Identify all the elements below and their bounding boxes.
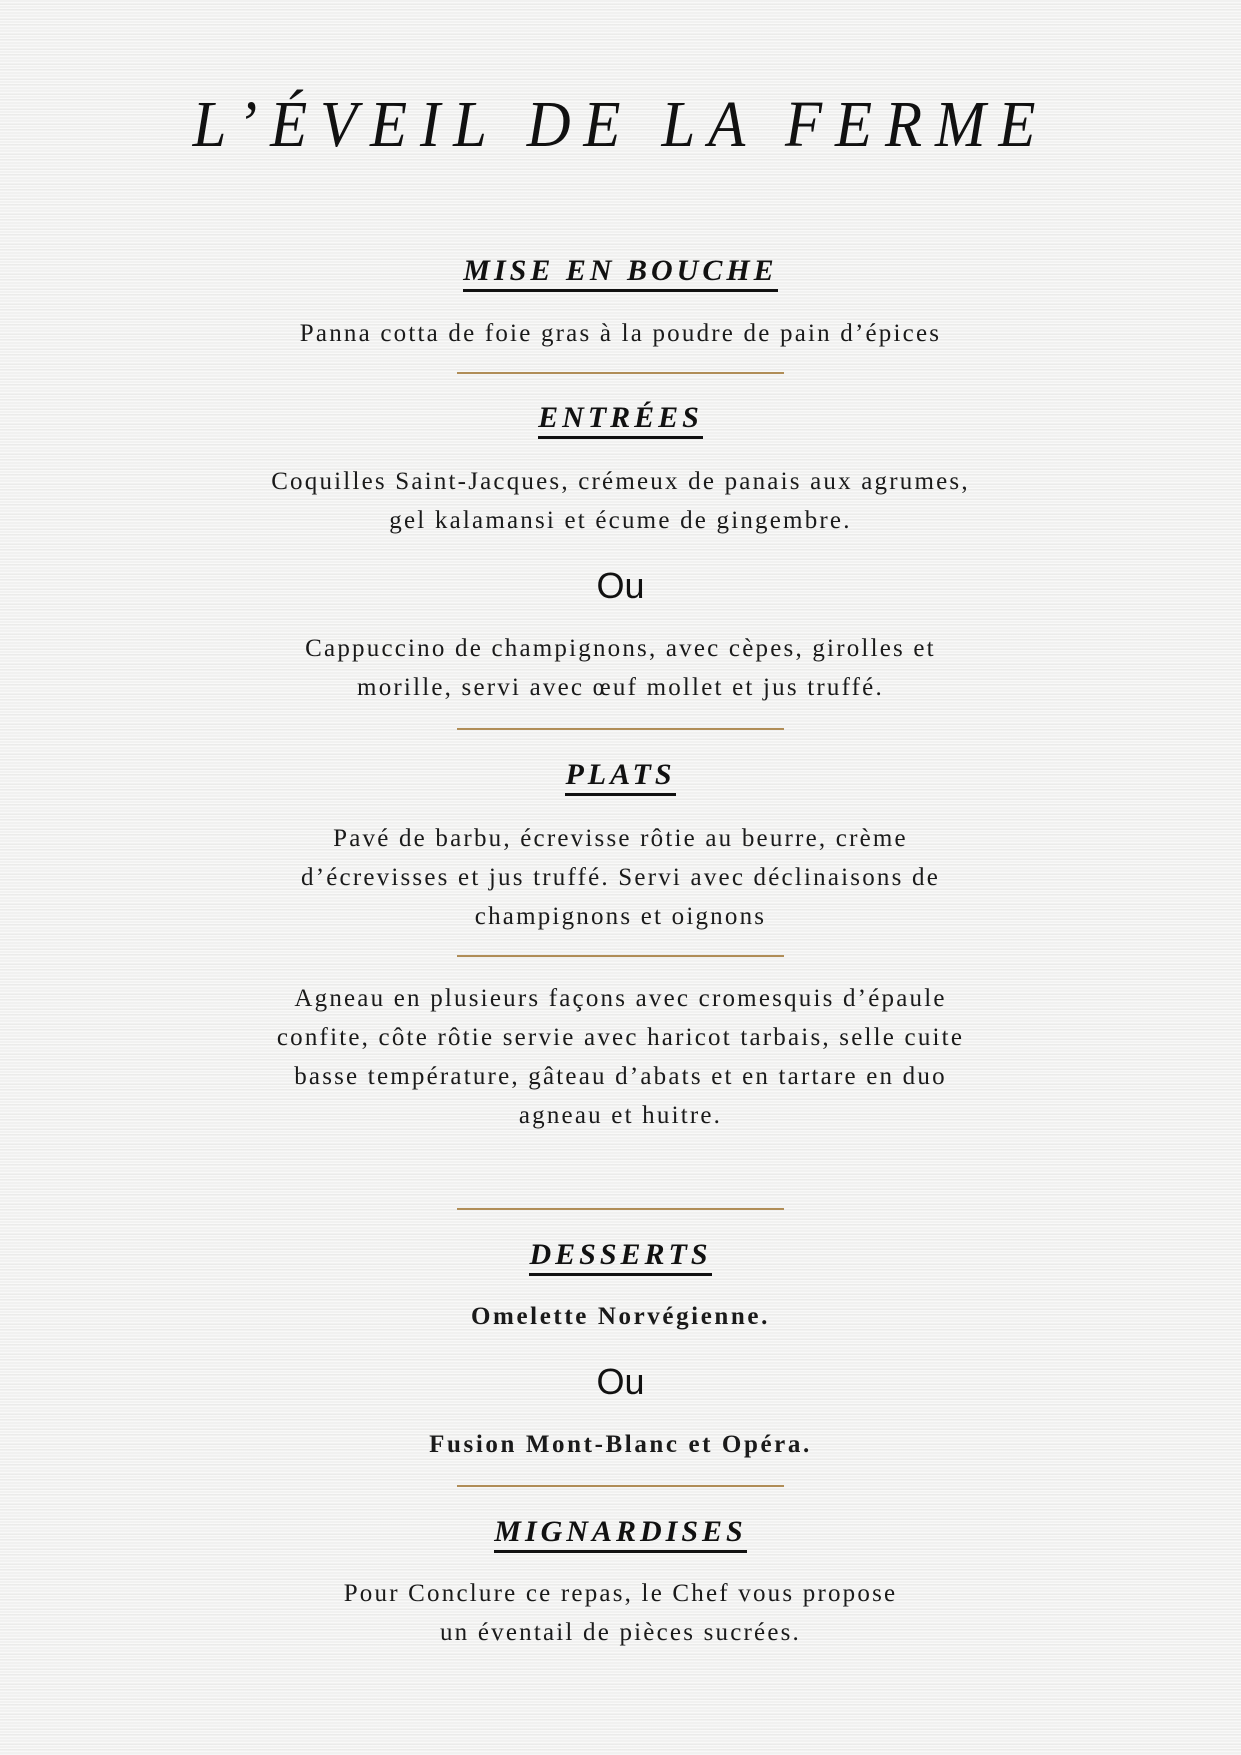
dish-plat-1-line-2: d’écrevisses et jus truffé. Servi avec déclinaisons de <box>301 864 940 891</box>
mignardises-text-line-2: un éventail de pièces sucrées. <box>439 1619 801 1646</box>
divider-rule <box>457 1485 784 1487</box>
section-heading-plats: PLATS <box>0 760 1241 790</box>
mignardises-text-line-1: Pour Conclure ce repas, le Chef vous propose <box>343 1580 898 1607</box>
dish-entree-2-line-2: morille, servi avec œuf mollet et jus truffé. <box>357 674 884 701</box>
menu-title: L’ÉVEIL DE LA FERME <box>192 88 1049 161</box>
divider-rule <box>457 372 784 374</box>
dish-plat-2-line-2: confite, côte rôtie servie avec haricot tarbais, selle cuite <box>276 1024 965 1051</box>
dish-plat-2-line-1: Agneau en plusieurs façons avec cromesquis d’épaule <box>294 985 947 1012</box>
section-heading-mignardises: MIGNARDISES <box>0 1517 1241 1547</box>
dish-plat-1-line-1: Pavé de barbu, écrevisse rôtie au beurre, crème <box>333 825 908 852</box>
section-heading-desserts: DESSERTS <box>0 1240 1241 1270</box>
dish-entree-2-line-1: Cappuccino de champignons, avec cèpes, girolles et <box>305 635 936 662</box>
section-heading-entrees: ENTRÉES <box>0 403 1241 433</box>
dish-mise-en-bouche: Panna cotta de foie gras à la poudre de pain d’épices <box>299 320 942 347</box>
divider-rule <box>457 728 784 730</box>
dish-entree-1-line-1: Coquilles Saint-Jacques, crémeux de panais aux agrumes, <box>271 468 970 495</box>
section-heading-mise-en-bouche: MISE EN BOUCHE <box>0 256 1241 286</box>
dish-plat-2-line-4: agneau et huitre. <box>518 1102 723 1129</box>
dish-entree-1-line-2: gel kalamansi et écume de gingembre. <box>389 507 852 534</box>
divider-rule <box>457 955 784 957</box>
divider-rule <box>457 1208 784 1210</box>
dish-dessert-2: Fusion Mont-Blanc et Opéra. <box>429 1431 812 1458</box>
or-separator: Ou <box>596 565 645 606</box>
dish-dessert-1: Omelette Norvégienne. <box>471 1303 770 1330</box>
or-separator: Ou <box>596 1361 645 1402</box>
dish-plat-1-line-3: champignons et oignons <box>474 903 767 930</box>
dish-plat-2-line-3: basse température, gâteau d’abats et en tartare en duo <box>294 1063 947 1090</box>
